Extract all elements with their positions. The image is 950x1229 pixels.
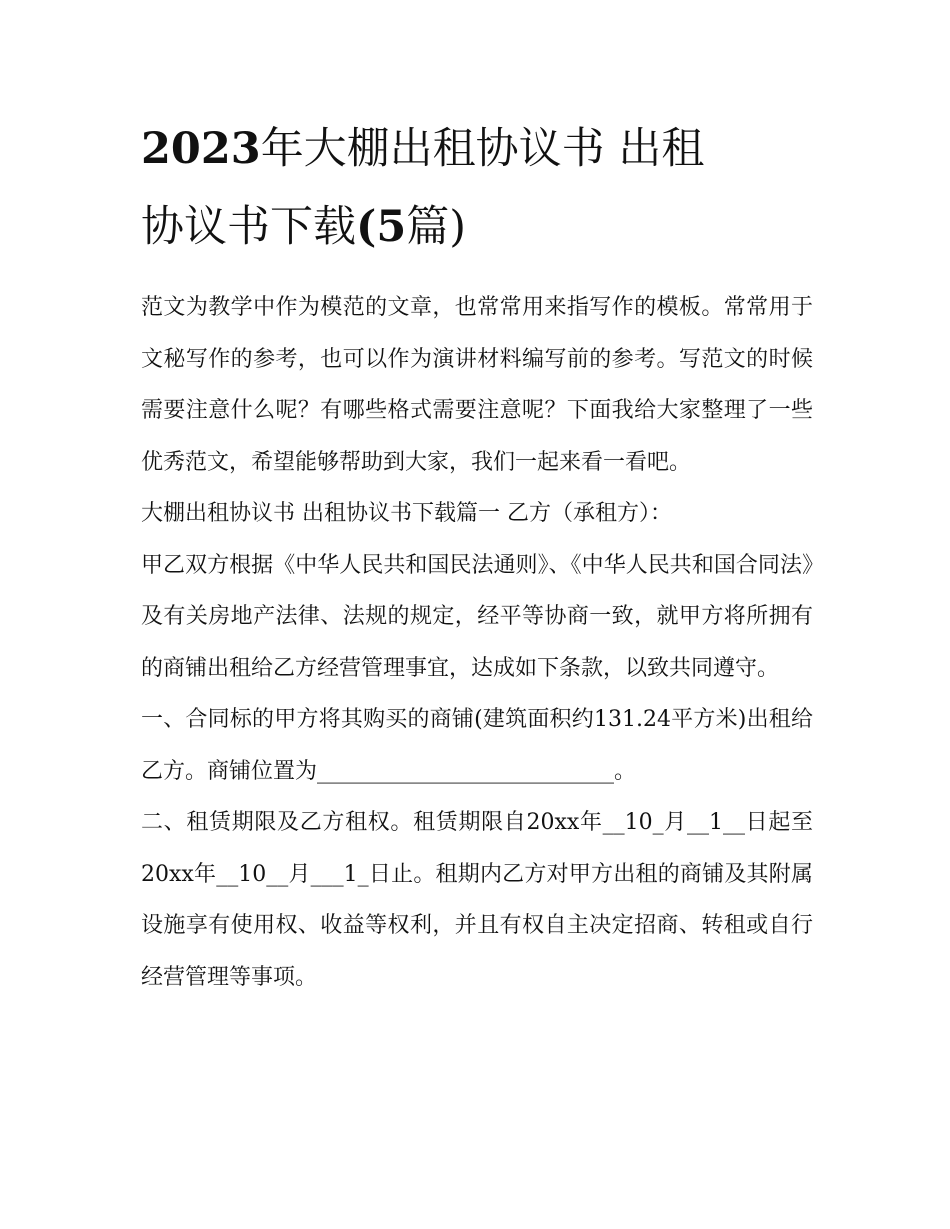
document-body [141, 282, 813, 1003]
title-line-1 [141, 110, 813, 188]
title-line-1-rest: 年大棚出租协议书 出租 [260, 124, 705, 174]
title-line-2-tail: 篇) [406, 202, 467, 252]
title-count: (5 [356, 202, 407, 252]
title-line-2-text: 协议书下载 [141, 202, 356, 252]
document-title [141, 110, 813, 266]
agreement-paragraph: 甲乙双方根据《中华人民共和国民法通则》、《中华人民共和国合同法》及有关房地产法律、法规的规定，经平等协商一致，就甲方将所拥有的商铺出租给乙方经营管理事宜，达成如下条款，以致共同遵守。 [141, 552, 813, 681]
title-line-2 [141, 188, 813, 266]
title-year: 2023 [141, 124, 261, 174]
intro-paragraph: 范文为教学中作为模范的文章，也常常用来指写作的模板。常常用于文秘写作的参考，也可以作为演讲材料编写前的参考。写范文的时候需要注意什么呢？有哪些格式需要注意呢？下面我给大家整理了一些优秀范文，希望能够帮助到大家，我们一起来看一看吧。 [141, 295, 813, 475]
clause-2-paragraph: 二、租赁期限及乙方租权。租赁期限自20xx年__10_月__1__日起至20xx年__10__月___1_日止。租期内乙方对甲方出租的商铺及其附属设施享有使用权、收益等权利，并且有权自主决定招商、转租或自行经营管理等事项。 [141, 810, 813, 990]
document-page [141, 110, 813, 1003]
clause-1-paragraph: 一、合同标的甲方将其购买的商铺(建筑面积约131.24平方米)出租给乙方。商铺位置为___________________________。 [141, 707, 813, 784]
section-heading: 大棚出租协议书 出租协议书下载篇一 乙方（承租方）： [141, 501, 672, 526]
